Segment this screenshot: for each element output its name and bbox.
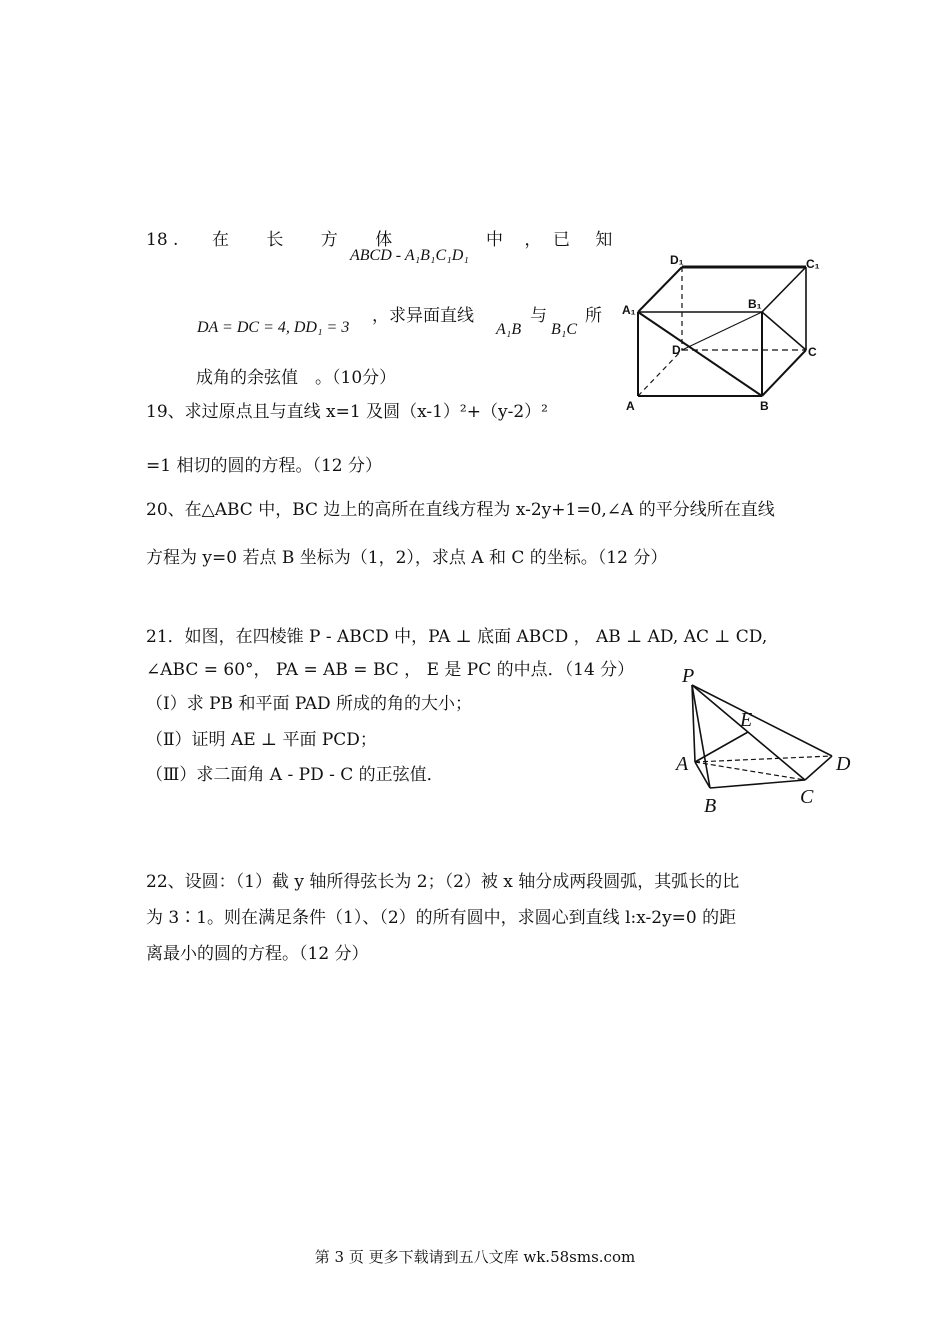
q19-line2: =1 相切的圆的方程。（12 分）: [146, 456, 382, 476]
cuboid-label-c: C: [808, 345, 817, 359]
q19-line1: 19、求过原点且与直线 x=1 及圆（x-1）²+（y-2）²: [146, 402, 548, 422]
q18-zhong: 中 ，: [486, 230, 550, 250]
q18-line3: 成角的余弦值 。（10分）: [196, 368, 397, 388]
pyramid-label-a: A: [676, 753, 689, 775]
q18-formula-cuboid: ABCD - A₁B₁C₁D₁: [350, 247, 469, 264]
q21-part1: （Ⅰ）求 PB 和平面 PAD 所成的角的大小；: [146, 694, 473, 714]
pyramid-label-d: D: [836, 753, 851, 775]
cuboid-figure: [620, 250, 830, 420]
pyramid-figure: [670, 660, 860, 820]
cuboid-label-d1: D₁: [670, 253, 684, 267]
q18-label: 18 .: [146, 230, 179, 250]
pyramid-label-p: P: [682, 665, 695, 687]
q18-qiu: ，求异面直线: [372, 306, 474, 326]
cuboid-label-a: A: [626, 399, 635, 413]
q21-line2: ∠ABC = 60°， PA = AB = BC ， E 是 PC 的中点．（14 分）: [146, 660, 635, 680]
q21-part2: （Ⅱ）证明 AE ⊥ 平面 PCD；: [146, 730, 377, 750]
cuboid-label-c1: C₁: [806, 257, 820, 271]
q21-line1: 21．如图，在四棱锥 P - ABCD 中，PA ⊥ 底面 ABCD ， AB ⊥ AD, AC ⊥ CD,: [146, 627, 768, 647]
q18-b1c: B₁C: [551, 321, 578, 338]
q20-line1: 20、在△ABC 中，BC 边上的高所在直线方程为 x-2y+1=0,∠A 的平分线所在直线: [146, 500, 775, 520]
q18-suo: 所: [585, 306, 602, 326]
cuboid-label-d: D: [672, 343, 681, 357]
q22-line3: 离最小的圆的方程。（12 分）: [146, 944, 369, 964]
q18-formula-given: DA = DC = 4, DD₁ = 3: [197, 319, 350, 336]
q22-line2: 为 3∶1。则在满足条件（1）、（2）的所有圆中，求圆心到直线 l:x-2y=0 的距: [146, 908, 737, 928]
page-footer: 第 3 页 更多下载请到五八文库 wk.58sms.com: [314, 1248, 636, 1266]
q18-yu: 与: [530, 306, 547, 326]
cuboid-label-b1: B₁: [748, 297, 762, 311]
pyramid-label-b: B: [704, 795, 717, 817]
q18-intro: 在 长 方 体: [212, 230, 409, 250]
q18-a1b: A₁B: [496, 321, 522, 338]
pyramid-label-c: C: [800, 786, 814, 808]
cuboid-label-b: B: [760, 399, 769, 413]
q18-yizhi: 已 知: [553, 230, 623, 250]
q21-part3: （Ⅲ）求二面角 A - PD - C 的正弦值．: [146, 765, 444, 785]
pyramid-label-e: E: [740, 709, 753, 731]
cuboid-label-a1: A₁: [622, 303, 636, 317]
q22-line1: 22、设圆：（1）截 y 轴所得弦长为 2；（2）被 x 轴分成两段圆弧，其弧长的比: [146, 872, 740, 892]
q20-line2: 方程为 y=0 若点 B 坐标为（1，2），求点 A 和 C 的坐标。（12 分）: [146, 548, 668, 568]
